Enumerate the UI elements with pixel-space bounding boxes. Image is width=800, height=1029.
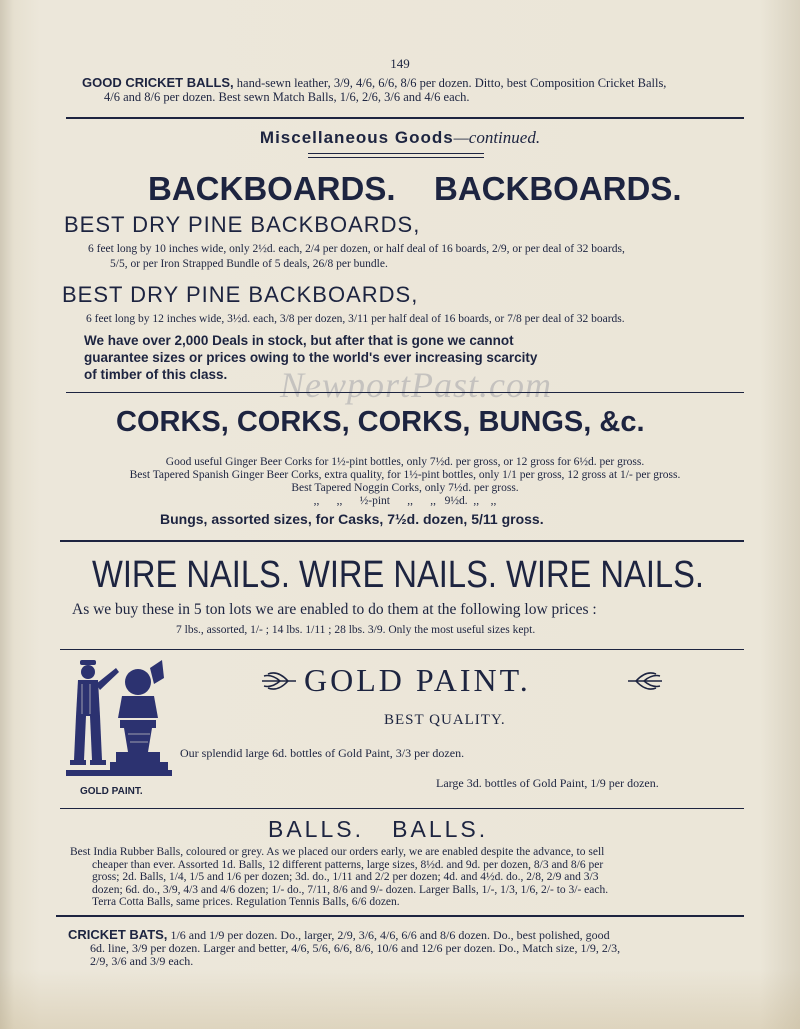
flourish-right-icon <box>626 668 666 694</box>
cricket-balls-line2: 4/6 and 8/6 per dozen. Best sewn Match Balls, 1/6, 2/6, 3/6 and 4/6 each. <box>104 90 470 104</box>
corks-line3: Best Tapered Noggin Corks, only 7½d. per gross. <box>291 482 519 494</box>
corks-line1: Good useful Ginger Beer Corks for 1½-pint bottles, only 7½d. per gross, or 12 gross for 6½d. per gross. <box>165 456 645 468</box>
paper-stain <box>0 969 800 1029</box>
backboards-headline-right: BACKBOARDS. <box>434 170 682 207</box>
cricket-bats-line1: 1/6 and 1/9 per dozen. Do., larger, 2/9, 3/6, 4/6, 6/6 and 8/6 dozen. Do., best polished, good <box>170 928 610 942</box>
backboards-item2-title: BEST DRY PINE BACKBOARDS, <box>62 282 419 307</box>
watermark: NewportPast.com <box>280 365 552 405</box>
flourish-left-icon <box>258 668 298 694</box>
section-suffix: —continued. <box>453 128 541 147</box>
divider-rule <box>56 915 744 917</box>
divider-rule <box>60 540 744 542</box>
divider-rule <box>60 808 744 809</box>
section-heading <box>0 128 800 148</box>
gold-paint-line1: Our splendid large 6d. bottles of Gold Paint, 3/3 per dozen. <box>180 746 465 760</box>
gold-paint-caption: GOLD PAINT. <box>80 786 143 797</box>
backboards-item1-line2: 5/5, or per Iron Strapped Bundle of 5 deals, 26/8 per bundle. <box>110 258 388 270</box>
divider-rule <box>66 117 744 119</box>
balls-line2: cheaper than ever. Assorted 1d. Balls, 12 different patterns, large sizes, 8½d. and 9d. per dozen, 8/3 and 8/6 per <box>92 858 604 871</box>
backboards-item1-line1: 6 feet long by 10 inches wide, only 2½d. each, 2/4 per dozen, or half deal of 16 boards, 2/9, or per deal of 32 boards, <box>88 243 625 255</box>
nails-line2: 7 lbs., assorted, 1/- ; 14 lbs. 1/11 ; 28 lbs. 3/9. Only the most useful sizes kept. <box>176 624 536 636</box>
balls-line1: Best India Rubber Balls, coloured or grey. As we placed our orders early, we are enabled despite the advance, to sell <box>70 846 605 858</box>
page-number: 149 <box>390 56 410 71</box>
cricket-balls-line1: hand-sewn leather, 3/9, 4/6, 6/6, 8/6 per dozen. Ditto, best Composition Cricket Balls, <box>236 76 667 90</box>
section-title: Miscellaneous Goods <box>259 128 454 147</box>
divider-rule <box>66 392 744 393</box>
corks-block <box>70 456 740 508</box>
gold-paint-headline: GOLD PAINT. <box>304 662 531 698</box>
cricket-bats-title: CRICKET BATS, <box>68 927 168 942</box>
backboards-item2-line1: 6 feet long by 12 inches wide, 3½d. each, 3/8 per dozen, 3/11 per half deal of 16 boards, or 7/8 per deal of 32 boards. <box>86 313 625 325</box>
notice-line3: of timber of this class. <box>84 367 228 382</box>
balls-block <box>70 846 740 909</box>
corks-line2: Best Tapered Spanish Ginger Beer Corks, extra quality, for 1½-pint bottles, only 1/1 per gross, 12 gross at 1/- per gross. <box>129 469 681 481</box>
balls-line3: gross; 2d. Balls, 1/4, 1/5 and 1/6 per dozen; 3d. do., 1/11 and 2/2 per dozen; 4d. and 4½d. do., 2/8, 2/9 and 3/3 <box>92 871 599 883</box>
cricket-bats-line2: 6d. line, 3/9 per dozen. Larger and better, 4/6, 5/6, 6/6, 8/6, 10/6 and 12/6 per dozen. Do., Match size, 1/9, 2/3, <box>90 941 621 955</box>
backboards-headline-left: BACKBOARDS. <box>148 170 396 207</box>
cricket-bats-line3: 2/9, 3/6 and 3/9 each. <box>90 954 194 968</box>
cricket-balls-block <box>82 76 742 104</box>
bungs-line: Bungs, assorted sizes, for Casks, 7½d. dozen, 5/11 gross. <box>160 511 544 527</box>
notice-line1: We have over 2,000 Deals in stock, but after that is gone we cannot <box>84 333 514 348</box>
cricket-bats-block <box>68 928 740 968</box>
backboards-item1-title: BEST DRY PINE BACKBOARDS, <box>64 212 421 237</box>
divider-rule <box>60 649 744 650</box>
nails-headline: WIRE NAILS. WIRE NAILS. WIRE NAILS. <box>92 554 704 596</box>
divider-rule <box>308 157 484 158</box>
balls-line5: Terra Cotta Balls, same prices. Regulation Tennis Balls, 6/6 dozen. <box>92 896 400 908</box>
gold-paint-subhead: BEST QUALITY. <box>384 712 506 728</box>
gold-paint-illustration <box>66 654 172 782</box>
notice-line2: guarantee sizes or prices owing to the world's ever increasing scarcity <box>84 350 538 365</box>
divider-rule <box>308 153 484 154</box>
gold-paint-line2: Large 3d. bottles of Gold Paint, 1/9 per dozen. <box>436 776 659 790</box>
balls-line4: dozen; 6d. do., 3/9, 4/3 and 4/6 dozen; 1/- do., 7/11, 8/6 and 9/- dozen. Larger Balls, 1/-, 1/3, 1/6, 2/- to 3/- each. <box>92 883 609 896</box>
nails-line1: As we buy these in 5 ton lots we are enabled to do them at the following low prices : <box>72 601 597 618</box>
corks-line4: ,, ,, ½-pint ,, ,, 9½d. ,, ,, <box>313 495 497 507</box>
balls-headline: BALLS. BALLS. <box>268 816 489 842</box>
corks-headline: CORKS, CORKS, CORKS, BUNGS, &c. <box>116 406 645 438</box>
cricket-balls-title: GOOD CRICKET BALLS, <box>82 75 234 90</box>
